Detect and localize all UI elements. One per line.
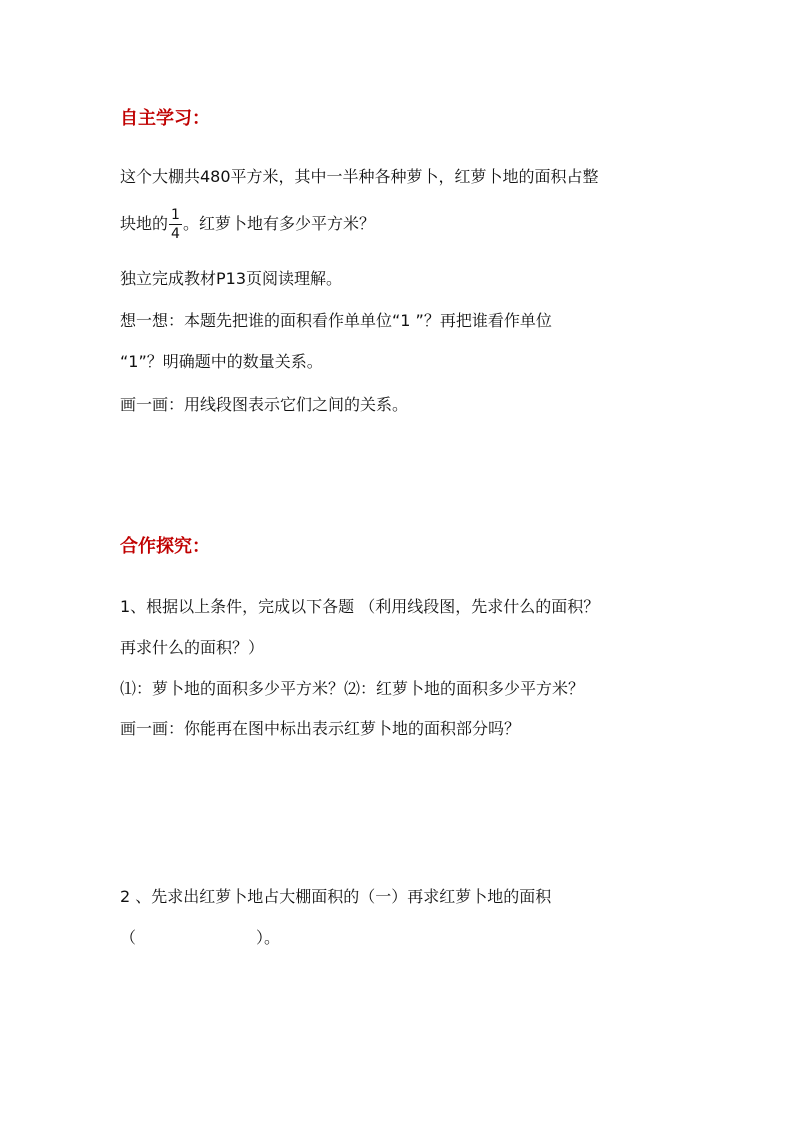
problem-line-2-before: 块地的	[120, 214, 169, 233]
question-1-line-1: 1、根据以上条件，完成以下各题 （利用线段图，先求什么的面积？	[120, 597, 600, 616]
fraction-numerator: 1	[171, 207, 180, 223]
question-1-line-2: 再求什么的面积？）	[120, 638, 265, 657]
instruction-textbook: 独立完成教材P13页阅读理解。	[120, 269, 343, 288]
draw-instruction: 画一画：用线段图表示它们之间的关系。	[120, 395, 409, 414]
fraction	[169, 208, 182, 241]
think-line-1: 想一想：本题先把谁的面积看作单单位“1 ”？再把谁看作单位	[120, 311, 552, 330]
heading-cooperative-exploration: 合作探究：	[120, 536, 210, 557]
question-1-line-3: ⑴：萝卜地的面积多少平方米？⑵：红萝卜地的面积多少平方米？	[120, 679, 585, 698]
problem-line-2	[120, 208, 375, 241]
problem-line-2-after: 。红萝卜地有多少平方米？	[182, 214, 375, 233]
question-2-line-2	[120, 930, 280, 946]
answer-blank-close: ）。	[256, 928, 281, 947]
problem-line-1: 这个大棚共480平方米，其中一半种各种萝卜，红萝卜地的面积占整	[120, 167, 599, 186]
question-1-line-4: 画一画：你能再在图中标出表示红萝卜地的面积部分吗？	[120, 719, 521, 738]
heading-self-study: 自主学习：	[120, 108, 210, 129]
fraction-denominator: 4	[171, 226, 180, 242]
answer-blank-open: （	[120, 928, 137, 947]
think-line-2: “1”？明确题中的数量关系。	[120, 352, 323, 371]
question-2-line-1: 2 、先求出红萝卜地占大棚面积的（一）再求红萝卜地的面积	[120, 887, 552, 906]
